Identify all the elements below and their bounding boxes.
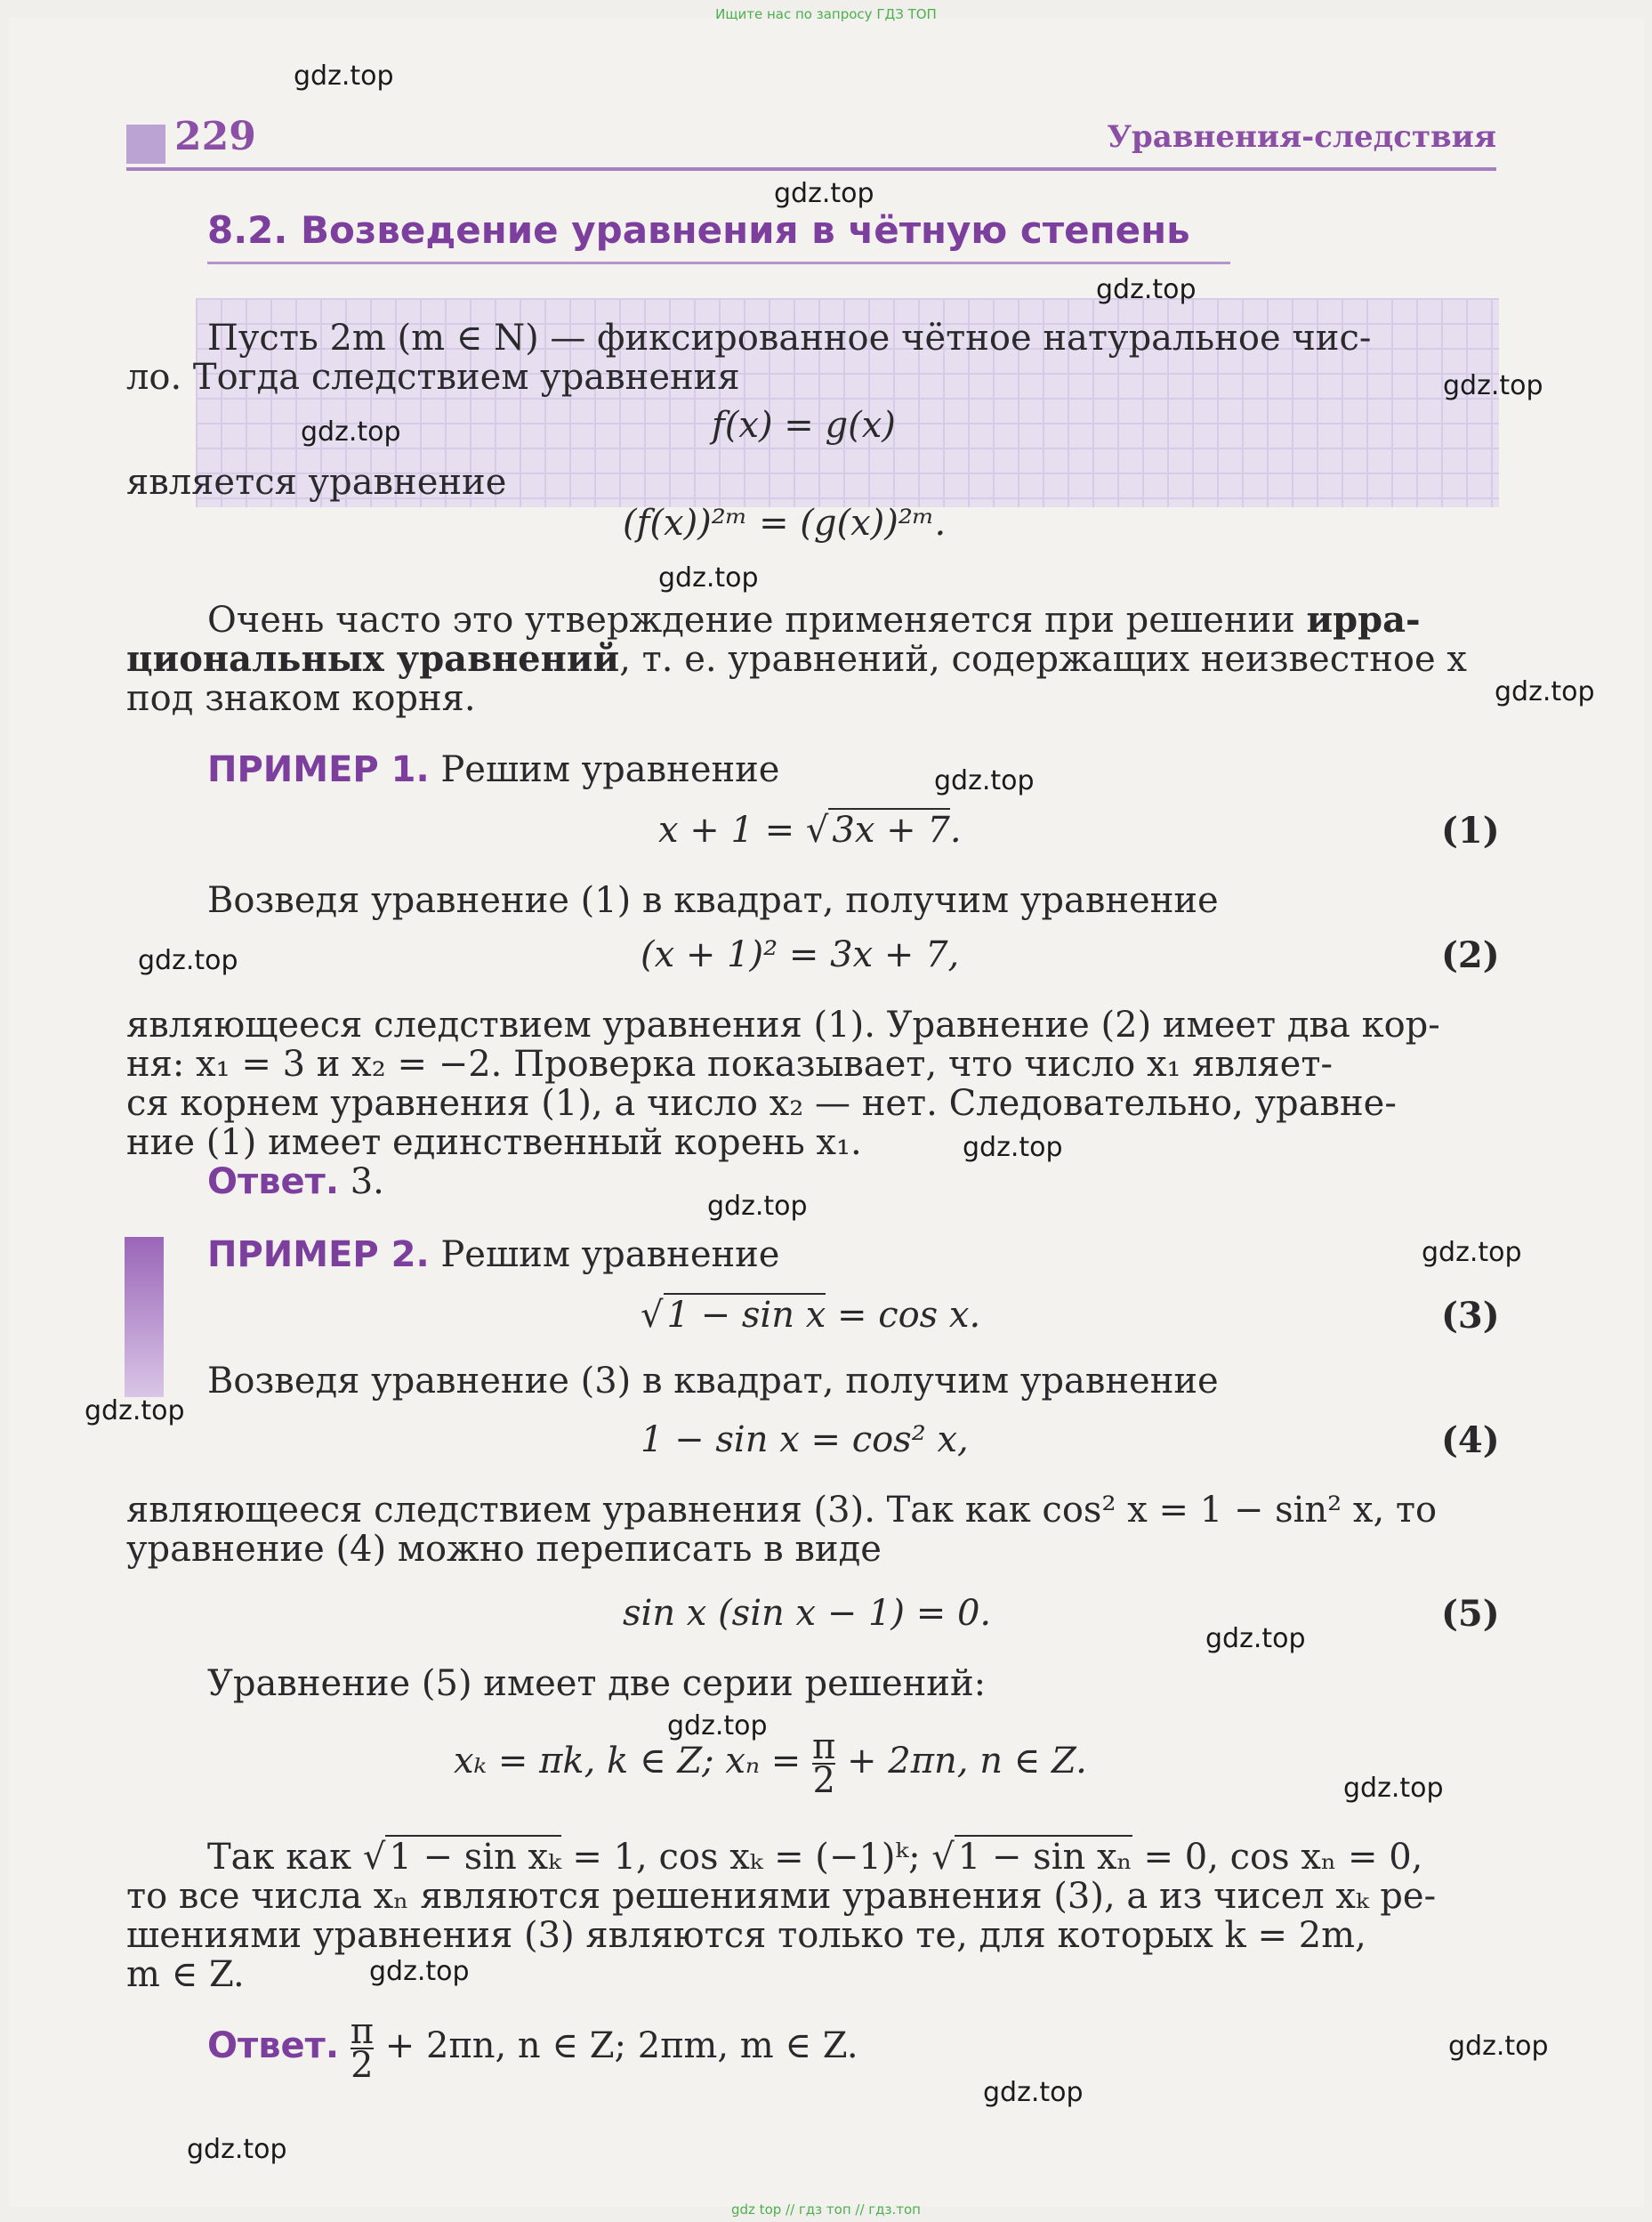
section-title: 8.2. Возведение уравнения в чётную степень — [207, 208, 1190, 252]
equation-number: (5) — [1441, 1593, 1500, 1635]
paragraph-line: Очень часто это утверждение применяется при решении ирра- — [207, 599, 1421, 641]
header-rule — [126, 167, 1496, 171]
paragraph-line: являющееся следствием уравнения (1). Уравнение (2) имеет два кор- — [126, 1005, 1440, 1046]
definition-formula: (f(x))²ᵐ = (g(x))²ᵐ. — [623, 503, 947, 544]
equation-2: (x + 1)² = 3x + 7, — [641, 934, 960, 975]
paragraph-line: циональных уравнений, т. е. уравнений, содержащих неизвестное x — [126, 638, 1467, 680]
watermark: gdz.top — [1205, 1623, 1306, 1654]
watermark: gdz.top — [1495, 676, 1595, 707]
check-line: Так как √ 1 − sin xₖ = 1, cos xₖ = (−1)ᵏ; √ 1 − sin xₙ = 0, cos xₙ = 0, — [207, 1837, 1423, 1878]
watermark: gdz.top — [187, 2134, 287, 2165]
paragraph-line: ня: x₁ = 3 и x₂ = −2. Проверка показывает, что число x₁ являет- — [126, 1044, 1333, 1085]
paragraph-line: являющееся следствием уравнения (3). Так как cos² x = 1 − sin² x, то — [126, 1490, 1438, 1531]
definition-line: Пусть 2m (m ∈ N) — фиксированное чётное натуральное чис- — [207, 318, 1372, 359]
solution-series: xₖ = πk, k ∈ Z; xₙ = $\frac{\pi}{2}$ + 2πn, n ∈ Z. — [454, 1726, 1087, 1801]
watermark: gdz.top — [774, 178, 874, 209]
section-underline — [207, 262, 1230, 264]
watermark: gdz.top — [1096, 274, 1197, 305]
paragraph-line: уравнение (4) можно переписать в виде — [126, 1529, 882, 1570]
watermark: gdz.top — [983, 2077, 1084, 2108]
page-number: 229 — [174, 114, 256, 159]
equation-number: (2) — [1441, 934, 1500, 976]
definition-line: является уравнение — [126, 462, 507, 503]
side-marker — [125, 1237, 164, 1397]
watermark: gdz.top — [667, 1710, 768, 1741]
paragraph-line: то все числа xₙ являются решениями уравнения (3), а из чисел xₖ ре- — [126, 1876, 1437, 1917]
paragraph-line: Возведя уравнение (3) в квадрат, получим уравнение — [207, 1361, 1219, 1402]
example2-heading: ПРИМЕР 2. Решим уравнение — [207, 1234, 780, 1275]
bottom-strip: gdz top // гдз топ // гдз.топ — [731, 2202, 921, 2218]
equation-4: 1 − sin x = cos² x, — [641, 1419, 969, 1460]
header-marker — [126, 125, 165, 164]
watermark: gdz.top — [85, 1395, 185, 1426]
watermark: gdz.top — [294, 61, 394, 92]
equation-number: (3) — [1441, 1295, 1500, 1337]
equation-number: (1) — [1441, 810, 1500, 852]
example2-answer: Ответ. $\frac{\pi}{2}$ + 2πn, n ∈ Z; 2πm, m ∈ Z. — [207, 2011, 858, 2086]
paragraph-line: ся корнем уравнения (1), а число x₂ — нет. Следовательно, уравне- — [126, 1083, 1397, 1124]
watermark: gdz.top — [658, 562, 759, 594]
watermark: gdz.top — [934, 765, 1035, 796]
paragraph-line: шениями уравнения (3) являются только те, для которых k = 2m, — [126, 1915, 1366, 1956]
definition-line: ло. Тогда следствием уравнения — [126, 357, 740, 398]
equation-5: sin x (sin x − 1) = 0. — [623, 1593, 992, 1634]
definition-formula: f(x) = g(x) — [712, 405, 896, 446]
paragraph-line: под знаком корня. — [126, 678, 476, 719]
paragraph-line: Уравнение (5) имеет две серии решений: — [207, 1663, 987, 1704]
watermark: gdz.top — [963, 1132, 1063, 1163]
watermark: gdz.top — [1343, 1773, 1444, 1804]
example1-answer: Ответ. 3. — [207, 1161, 384, 1202]
equation-number: (4) — [1441, 1419, 1500, 1461]
top-strip: Ищите нас по запросу ГДЗ ТОП — [715, 6, 937, 22]
watermark: gdz.top — [301, 416, 401, 448]
watermark: gdz.top — [369, 1956, 470, 1987]
watermark: gdz.top — [1422, 1237, 1522, 1268]
watermark: gdz.top — [1448, 2031, 1549, 2062]
paragraph-line: m ∈ Z. — [126, 1954, 245, 1995]
example1-heading: ПРИМЕР 1. Решим уравнение — [207, 749, 780, 790]
equation-3: √ 1 − sin x = cos x. — [641, 1295, 981, 1336]
equation-1: x + 1 = √ 3x + 7. — [658, 810, 962, 851]
watermark: gdz.top — [1443, 370, 1543, 401]
watermark: gdz.top — [707, 1191, 808, 1222]
watermark: gdz.top — [138, 945, 238, 976]
running-title: Уравнения-следствия — [1107, 119, 1496, 155]
paragraph-line: ние (1) имеет единственный корень x₁. — [126, 1122, 862, 1163]
paragraph-line: Возведя уравнение (1) в квадрат, получим уравнение — [207, 880, 1219, 921]
